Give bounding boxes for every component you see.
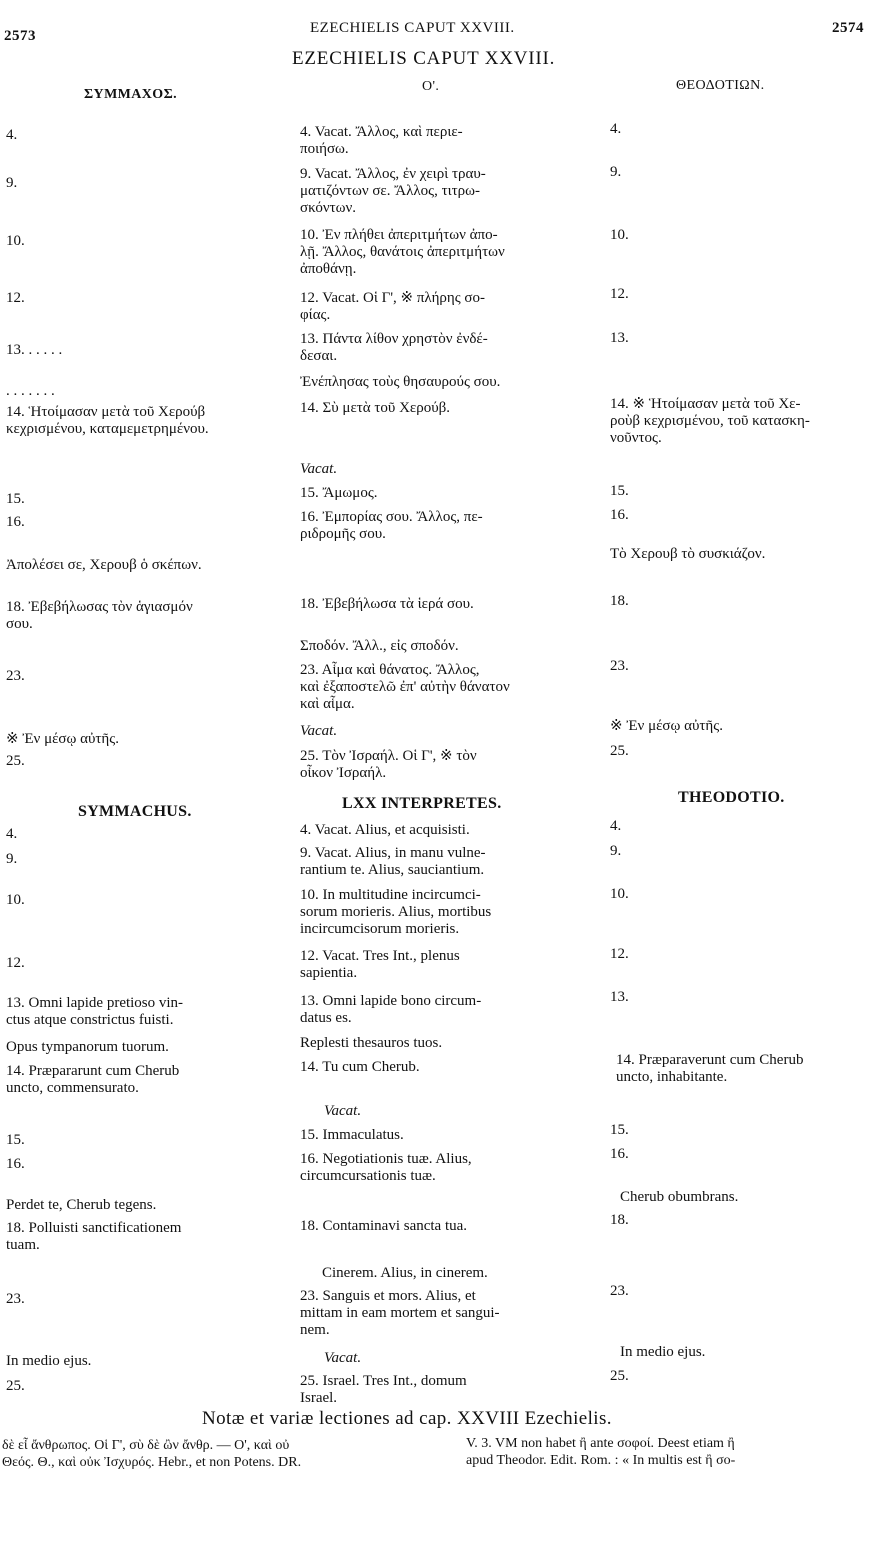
greek-lxx-14: 14. Σὺ μετὰ τοῦ Χερούβ. xyxy=(300,400,451,416)
greek-theo-13: 13. xyxy=(610,330,629,346)
greek-lxx-10: 10. Ἐν πλήθει ἀπεριτμήτων ἀπο- λῇ. Ἄλλος, θανάτοις ἀπεριτμήτων ἀποθάνῃ. xyxy=(300,227,505,277)
notes-title: Notæ et variæ lectiones ad cap. XXVIII Ezechielis. xyxy=(202,1408,612,1429)
greek-sym-15: 15. xyxy=(6,491,25,507)
latin-lxx-replesti: Replesti thesauros tuos. xyxy=(300,1035,443,1051)
latin-sym-9: 9. xyxy=(6,851,18,867)
greek-header-lxx: Ο'. xyxy=(422,79,440,94)
latin-header-lxx: LXX INTERPRETES. xyxy=(342,795,502,812)
greek-lxx-9: 9. Vacat. Ἄλλος, ἐν χειρὶ τραυ- ματιζόντων σε. Ἄλλος, τιτρω- σκόντων. xyxy=(300,166,486,216)
greek-lxx-12: 12. Vacat. Οἱ Γ', ※ πλήρης σο- φίας. xyxy=(300,290,486,323)
greek-sym-12: 12. xyxy=(6,290,25,306)
greek-sym-cherub: Ἀπολέσει σε, Χερουβ ὁ σκέπων. xyxy=(6,557,202,573)
latin-header-symmachus: SYMMACHUS. xyxy=(78,803,192,820)
latin-lxx-14: 14. Tu cum Cherub. xyxy=(300,1059,420,1075)
latin-lxx-cinerem: Cinerem. Alius, in cinerem. xyxy=(322,1265,488,1281)
greek-theo-4: 4. xyxy=(610,121,622,137)
greek-theo-15: 15. xyxy=(610,483,629,499)
greek-lxx-vacat-1: Vacat. xyxy=(300,461,338,477)
latin-sym-15: 15. xyxy=(6,1132,25,1148)
greek-theo-16: 16. xyxy=(610,507,629,523)
latin-lxx-18: 18. Contaminavi sancta tua. xyxy=(300,1218,468,1234)
greek-sym-23: 23. xyxy=(6,668,25,684)
note-right: V. 3. VM non habet ἢ ante σοφοί. Deest etiam ἢ apud Theodor. Edit. Rom. : « In multis est ἢ σο- xyxy=(466,1436,736,1468)
latin-lxx-4: 4. Vacat. Alius, et acquisisti. xyxy=(300,822,470,838)
latin-theo-18: 18. xyxy=(610,1212,629,1228)
latin-header-theodotion: THEODOTIO. xyxy=(678,789,785,806)
latin-lxx-9: 9. Vacat. Alius, in manu vulne- rantium te. Alius, sauciantium. xyxy=(300,845,486,878)
latin-theo-14: 14. Præparaverunt cum Cherub uncto, inhabitante. xyxy=(616,1052,804,1085)
latin-lxx-13: 13. Omni lapide bono circum- datus es. xyxy=(300,993,482,1026)
latin-sym-medio: In medio ejus. xyxy=(6,1353,92,1369)
latin-lxx-10: 10. In multitudine incircumci- sorum morieris. Alius, mortibus incircumcisorum morieris. xyxy=(300,887,492,937)
latin-theo-16: 16. xyxy=(610,1146,629,1162)
greek-theo-12: 12. xyxy=(610,286,629,302)
greek-lxx-thesauros: Ἐνέπλησας τοὺς θησαυρούς σου. xyxy=(300,374,501,390)
latin-lxx-12: 12. Vacat. Tres Int., plenus sapientia. xyxy=(300,948,460,981)
greek-lxx-25: 25. Τὸν Ἰσραήλ. Οἱ Γ', ※ τὸν οἶκον Ἰσραήλ. xyxy=(300,748,477,781)
greek-sym-4: 4. xyxy=(6,127,18,143)
latin-sym-13: 13. Omni lapide pretioso vin- ctus atque constrictus fuisti. xyxy=(6,995,184,1028)
latin-lxx-vacat-2: Vacat. xyxy=(324,1350,362,1366)
latin-lxx-15: 15. Immaculatus. xyxy=(300,1127,404,1143)
main-title: EZECHIELIS CAPUT XXVIII. xyxy=(292,48,556,69)
greek-sym-10: 10. xyxy=(6,233,25,249)
latin-sym-18: 18. Polluisti sanctificationem tuam. xyxy=(6,1220,182,1253)
running-title: EZECHIELIS CAPUT XXVIII. xyxy=(310,20,515,36)
greek-sym-14: 14. Ἡτοίμασαν μετὰ τοῦ Χερούβ κεχρισμένου, καταμεμετρημένου. xyxy=(6,404,209,437)
greek-theo-25: 25. xyxy=(610,743,629,759)
latin-theo-medio: In medio ejus. xyxy=(620,1344,706,1360)
greek-theo-cherub: Τὸ Χερουβ τὸ συσκιάζον. xyxy=(610,546,766,562)
greek-theo-medio: ※ Ἐν μέσῳ αὐτῆς. xyxy=(610,718,723,734)
latin-lxx-23: 23. Sanguis et mors. Alius, et mittam in eam mortem et sangui- nem. xyxy=(300,1288,500,1338)
latin-sym-14: 14. Præpararunt cum Cherub uncto, commensurato. xyxy=(6,1063,180,1096)
greek-theo-23: 23. xyxy=(610,658,629,674)
greek-sym-medio: ※ Ἐν μέσῳ αὐτῆς. xyxy=(6,731,119,747)
greek-lxx-vacat-2: Vacat. xyxy=(300,723,338,739)
latin-sym-25: 25. xyxy=(6,1378,25,1394)
latin-lxx-vacat-1: Vacat. xyxy=(324,1103,362,1119)
latin-sym-16: 16. xyxy=(6,1156,25,1172)
page-number-right: 2574 xyxy=(832,20,864,36)
latin-sym-opus: Opus tympanorum tuorum. xyxy=(6,1039,169,1055)
page-number-left: 2573 xyxy=(4,28,36,44)
latin-sym-perdet: Perdet te, Cherub tegens. xyxy=(6,1197,157,1213)
latin-lxx-25: 25. Israel. Tres Int., domum Israel. xyxy=(300,1373,467,1406)
greek-lxx-18: 18. Ἐβεβήλωσα τὰ ἱερά σου. xyxy=(300,596,474,612)
latin-theo-12: 12. xyxy=(610,946,629,962)
greek-sym-13: 13. . . . . . xyxy=(6,342,63,358)
latin-theo-cherub: Cherub obumbrans. xyxy=(620,1189,739,1205)
note-left: δὲ εἶ ἄνθρωπος. Οἱ Γ', σὺ δὲ ὢν ἄνθρ. — Ο', καὶ οὐ Θεός. Θ., καὶ οὐκ Ἰσχυρός. Hebr., et non Potens. DR. xyxy=(2,1438,302,1470)
latin-sym-4: 4. xyxy=(6,826,18,842)
latin-theo-23: 23. xyxy=(610,1283,629,1299)
greek-header-theodotion: ΘΕΟΔΟΤΙΩΝ. xyxy=(676,78,765,93)
greek-theo-10: 10. xyxy=(610,227,629,243)
greek-sym-25: 25. xyxy=(6,753,25,769)
latin-theo-13: 13. xyxy=(610,989,629,1005)
greek-theo-14: 14. ※ Ἡτοίμασαν μετὰ τοῦ Χε- ροὺβ κεχρισμένου, τοῦ κατασκη- νοῦντος. xyxy=(610,396,810,446)
latin-theo-15: 15. xyxy=(610,1122,629,1138)
greek-lxx-15: 15. Ἄμωμος. xyxy=(300,485,378,501)
greek-theo-18: 18. xyxy=(610,593,629,609)
greek-sym-dots: . . . . . . . xyxy=(6,383,55,399)
greek-theo-9: 9. xyxy=(610,164,622,180)
latin-sym-12: 12. xyxy=(6,955,25,971)
greek-header-symmachus: ΣΥΜΜΑΧΟΣ. xyxy=(84,87,178,102)
latin-sym-23: 23. xyxy=(6,1291,25,1307)
latin-theo-4: 4. xyxy=(610,818,622,834)
latin-theo-25: 25. xyxy=(610,1368,629,1384)
greek-lxx-13: 13. Πάντα λίθον χρηστὸν ἐνδέ- δεσαι. xyxy=(300,331,488,364)
latin-theo-9: 9. xyxy=(610,843,622,859)
latin-sym-10: 10. xyxy=(6,892,25,908)
greek-sym-9: 9. xyxy=(6,175,18,191)
greek-lxx-16: 16. Ἐμπορίας σου. Ἄλλος, πε- ριδρομῆς σου. xyxy=(300,509,483,542)
greek-lxx-23: 23. Αἷμα καὶ θάνατος. Ἄλλος, καὶ ἐξαποστελῶ ἐπ' αὐτὴν θάνατον καὶ αἷμα. xyxy=(300,662,510,712)
greek-sym-16: 16. xyxy=(6,514,25,530)
greek-lxx-spodon: Σποδόν. Ἄλλ., εἰς σποδόν. xyxy=(300,638,459,654)
latin-lxx-16: 16. Negotiationis tuæ. Alius, circumcursationis tuæ. xyxy=(300,1151,472,1184)
latin-theo-10: 10. xyxy=(610,886,629,902)
greek-lxx-4: 4. Vacat. Ἄλλος, καὶ περιε- ποιήσω. xyxy=(300,124,463,157)
greek-sym-18: 18. Ἐβεβήλωσας τὸν ἁγιασμόν σου. xyxy=(6,599,193,632)
